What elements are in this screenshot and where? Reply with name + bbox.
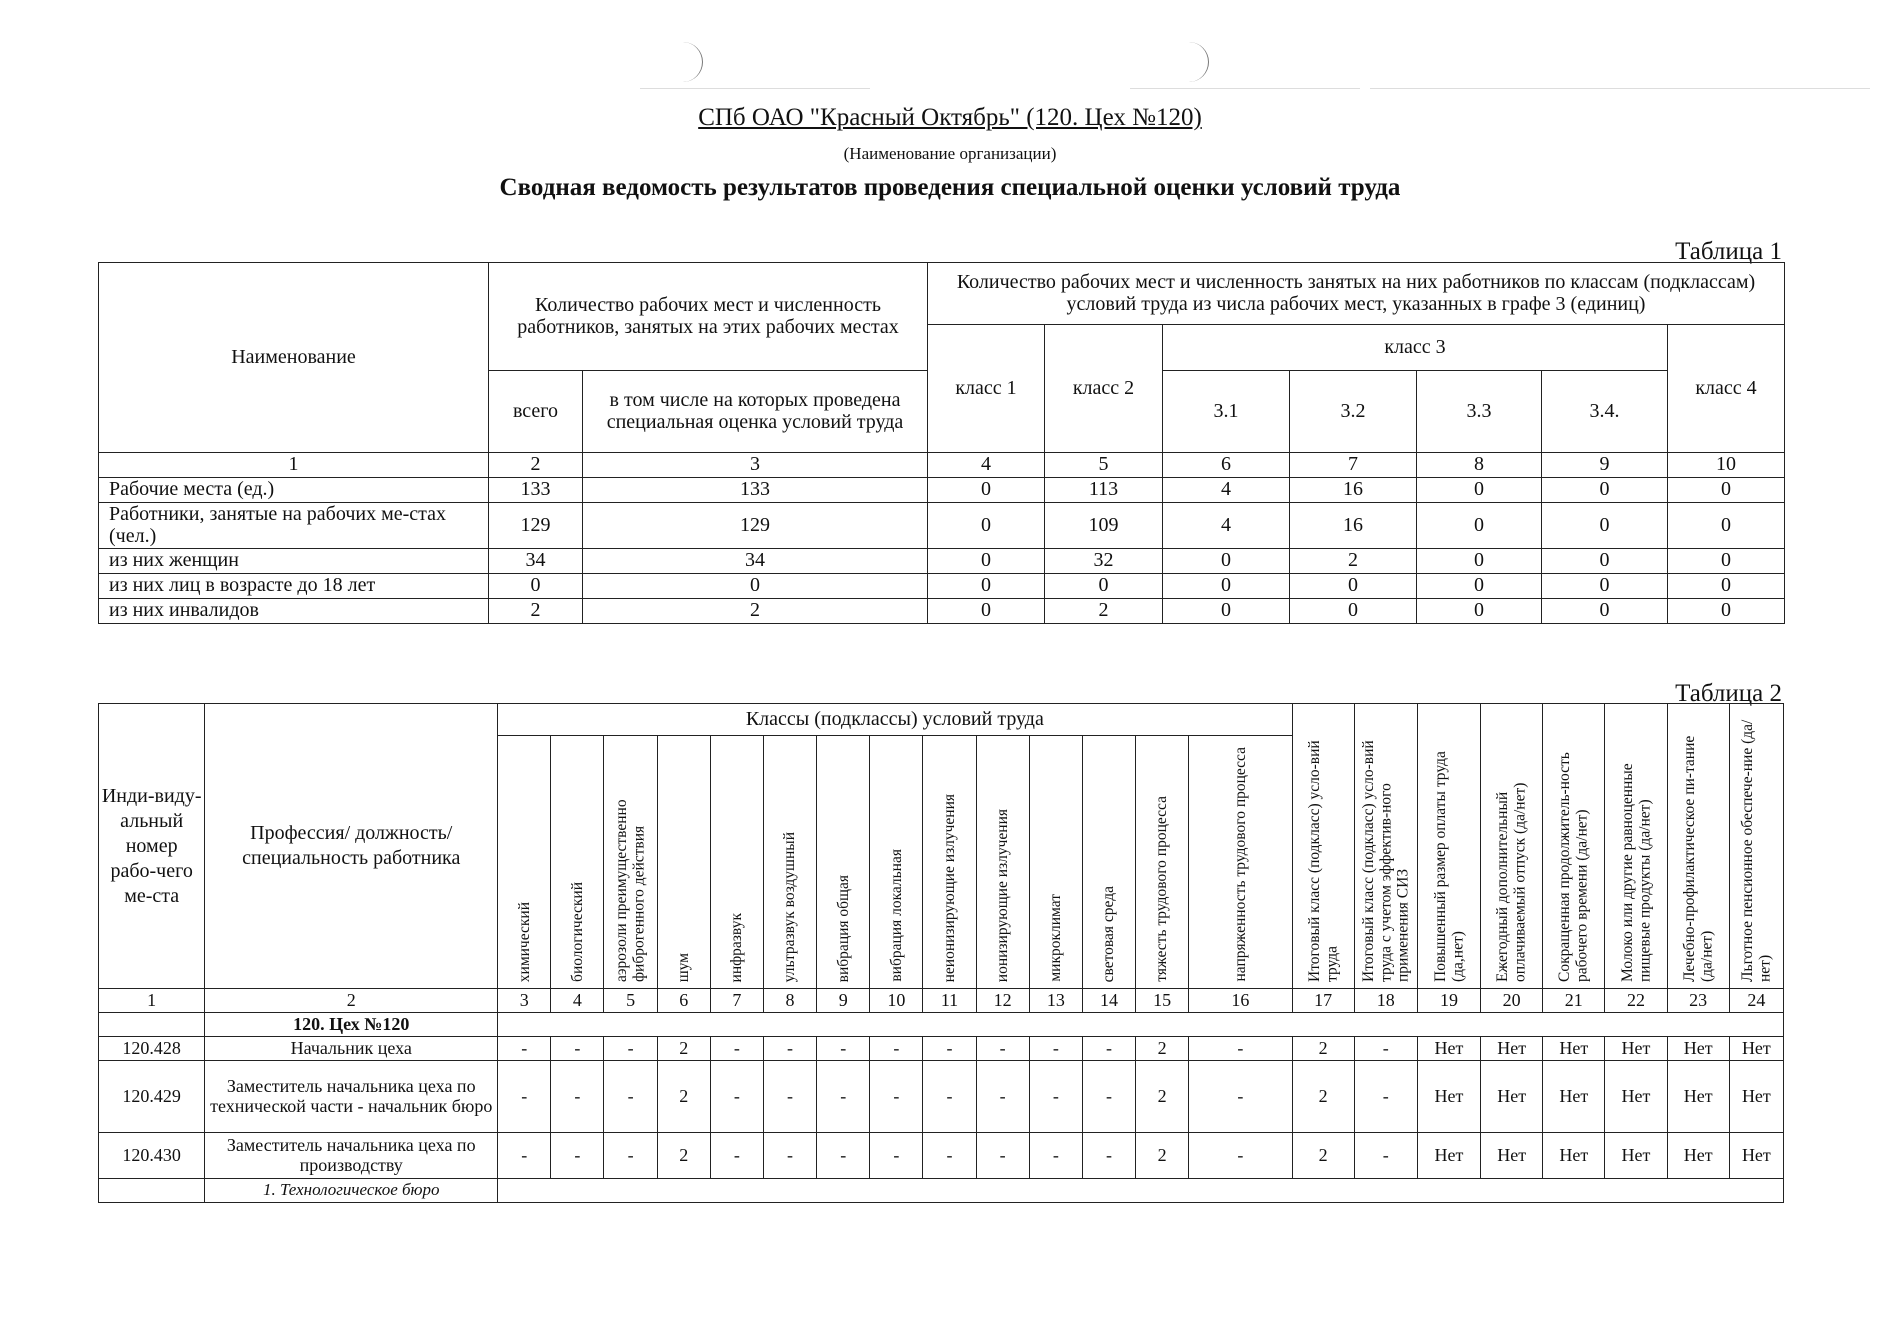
table-cell: 16 [1290, 503, 1417, 549]
column-number: 23 [1667, 989, 1729, 1013]
header-factor-14 [1082, 736, 1135, 989]
table-cell: 0 [489, 574, 583, 599]
header-factor-11 [923, 736, 976, 989]
table-cell: - [1189, 1037, 1292, 1061]
row-label: Рабочие места (ед.) [99, 478, 489, 503]
table-cell: Нет [1417, 1133, 1480, 1179]
table-cell: - [923, 1133, 976, 1179]
workplace-id: 120.428 [99, 1037, 205, 1061]
header-factor-text: вибрация локальная [887, 849, 905, 982]
column-number: 6 [657, 989, 710, 1013]
table-cell: - [1354, 1133, 1417, 1179]
scan-line [1130, 88, 1360, 89]
table-cell: 0 [1417, 503, 1542, 549]
table-cell: - [1029, 1037, 1082, 1061]
table-cell: 0 [1163, 574, 1290, 599]
table-cell: 2 [1136, 1061, 1189, 1133]
table-cell: Нет [1417, 1061, 1480, 1133]
table-cell: - [1354, 1061, 1417, 1133]
table-cell: - [976, 1061, 1029, 1133]
header-factor-15 [1136, 736, 1189, 989]
table-cell: 0 [1417, 599, 1542, 624]
column-number-row [99, 453, 1785, 478]
table-cell: - [1029, 1133, 1082, 1179]
table-cell: - [1082, 1037, 1135, 1061]
column-number: 8 [1417, 453, 1542, 478]
header-factor-7 [710, 736, 763, 989]
table-cell: 2 [583, 599, 928, 624]
header-sub32: 3.2 [1290, 371, 1417, 453]
table-cell: 0 [1163, 599, 1290, 624]
table-cell: - [604, 1037, 657, 1061]
table-cell: - [551, 1061, 604, 1133]
table-cell: - [1082, 1061, 1135, 1133]
table-cell: 0 [1417, 574, 1542, 599]
header-summary-text: Итоговый класс (подкласс) усло-вий труда [1305, 740, 1341, 982]
header-classes-group: Количество рабочих мест и численность занятых на них работников по классам (подклассам) условий труда из числа рабочих мест, указанных в графе 3 (единиц) [928, 263, 1785, 325]
table-cell: 2 [1045, 599, 1163, 624]
header-factor-6 [657, 736, 710, 989]
header-summary-text: Итоговый класс (подкласс) усло-вий труда с учетом эффектив-ного применения СИЗ [1359, 740, 1412, 982]
header-factor-4 [551, 736, 604, 989]
column-number: 10 [870, 989, 923, 1013]
header-summary-24 [1729, 704, 1783, 989]
column-number: 21 [1543, 989, 1605, 1013]
column-number: 2 [489, 453, 583, 478]
table-cell: - [710, 1133, 763, 1179]
table-cell: 0 [1417, 478, 1542, 503]
table-cell: 2 [657, 1037, 710, 1061]
table-row [99, 478, 1785, 503]
header-summary-21 [1543, 704, 1605, 989]
table-cell: - [870, 1037, 923, 1061]
table-cell: Нет [1605, 1061, 1667, 1133]
table-cell: - [498, 1037, 551, 1061]
table-cell: - [710, 1061, 763, 1133]
table-row [99, 1061, 1784, 1133]
table-row [99, 549, 1785, 574]
table-cell: Нет [1729, 1037, 1783, 1061]
table-cell: 2 [1136, 1133, 1189, 1179]
header-factor-3 [498, 736, 551, 989]
table-row [99, 574, 1785, 599]
column-number: 18 [1354, 989, 1417, 1013]
table-row [99, 503, 1785, 549]
table-cell: Нет [1667, 1061, 1729, 1133]
header-summary-text: Ежегодный дополнительный оплачиваемый отпуск (да/нет) [1494, 782, 1529, 982]
header-factor-text: биологический [568, 882, 586, 982]
column-number: 15 [1136, 989, 1189, 1013]
table-cell: Нет [1729, 1133, 1783, 1179]
table-cell: - [870, 1133, 923, 1179]
header-name: Наименование [99, 263, 489, 453]
header-factor-text: тяжесть трудового процесса [1153, 796, 1171, 982]
table-cell: 2 [1292, 1037, 1354, 1061]
table-row [99, 1133, 1784, 1179]
table-cell: 0 [1290, 599, 1417, 624]
table-cell: 2 [657, 1133, 710, 1179]
column-number: 9 [817, 989, 870, 1013]
table-cell: 0 [928, 478, 1045, 503]
table-cell: 0 [1542, 599, 1668, 624]
column-number: 3 [583, 453, 928, 478]
table-cell: - [1354, 1037, 1417, 1061]
header-assessed: в том числе на которых проведена специальная оценка условий труда [583, 371, 928, 453]
header-summary-23 [1667, 704, 1729, 989]
table-cell: - [604, 1061, 657, 1133]
header-profession: Профессия/ должность/ специальность работника [205, 704, 498, 989]
table-cell: 16 [1290, 478, 1417, 503]
column-number: 14 [1082, 989, 1135, 1013]
header-factor-13 [1029, 736, 1082, 989]
table-cell: - [976, 1133, 1029, 1179]
table-cell: - [498, 1061, 551, 1133]
table-cell: 0 [1542, 478, 1668, 503]
table-cell: - [1029, 1061, 1082, 1133]
header-factor-8 [763, 736, 816, 989]
table-cell: - [923, 1037, 976, 1061]
organization-name: СПб ОАО "Красный Октябрь" (120. Цех №120) [698, 104, 1202, 131]
table-cell: - [551, 1037, 604, 1061]
workplace-id: 120.429 [99, 1061, 205, 1133]
column-number: 22 [1605, 989, 1667, 1013]
header-workplaces-group: Количество рабочих мест и численность работников, занятых на этих рабочих местах [489, 263, 928, 371]
header-factor-16 [1189, 736, 1292, 989]
header-factor-text: напряженность трудового процесса [1231, 747, 1249, 982]
table-cell: 109 [1045, 503, 1163, 549]
table-cell: - [710, 1037, 763, 1061]
table-cell: - [604, 1133, 657, 1179]
table-cell: 113 [1045, 478, 1163, 503]
table1-caption: Таблица 1 [1675, 238, 1782, 265]
table-cell: 4 [1163, 478, 1290, 503]
table-cell: 2 [1292, 1133, 1354, 1179]
table-cell: Нет [1667, 1037, 1729, 1061]
header-factor-10 [870, 736, 923, 989]
header-classes-group: Классы (подклассы) условий труда [498, 704, 1292, 736]
header-summary-text: Сокращенная продолжитель-ность рабочего времени (да/нет) [1556, 752, 1591, 982]
binder-hole-mark [662, 42, 703, 82]
column-number: 10 [1668, 453, 1785, 478]
column-number: 17 [1292, 989, 1354, 1013]
table-cell: 0 [1045, 574, 1163, 599]
table-cell: Нет [1729, 1061, 1783, 1133]
table2-caption: Таблица 2 [1675, 680, 1782, 707]
header-factor-text: инфразвук [728, 912, 746, 982]
header-summary-text: Повышенный размер оплаты труда (да,нет) [1431, 751, 1466, 982]
header-factor-5 [604, 736, 657, 989]
table-cell: 0 [1290, 574, 1417, 599]
header-class1: класс 1 [928, 325, 1045, 453]
table-cell: - [1189, 1061, 1292, 1133]
header-summary-17 [1292, 704, 1354, 989]
header-summary-22 [1605, 704, 1667, 989]
table-cell: 0 [1668, 478, 1785, 503]
workplace-id: 120.430 [99, 1133, 205, 1179]
table-row [99, 1037, 1784, 1061]
header-summary-20 [1481, 704, 1543, 989]
header-class3: класс 3 [1163, 325, 1668, 371]
table-cell: - [976, 1037, 1029, 1061]
profession: Заместитель начальника цеха по технической части - начальник бюро [205, 1061, 498, 1133]
table-cell: 2 [489, 599, 583, 624]
column-number: 24 [1729, 989, 1783, 1013]
table-cell: - [763, 1037, 816, 1061]
header-factor-text: световая среда [1100, 885, 1118, 982]
table-cell: - [817, 1061, 870, 1133]
subsection-title: 1. Технологическое бюро [205, 1179, 498, 1203]
header-factor-text: микроклимат [1047, 894, 1065, 982]
table-cell: 0 [928, 574, 1045, 599]
header-summary-text: Молоко или другие равноценные пищевые продукты (да/нет) [1618, 763, 1653, 982]
header-class2: класс 2 [1045, 325, 1163, 453]
table-cell: Нет [1605, 1037, 1667, 1061]
column-number: 4 [551, 989, 604, 1013]
column-number: 6 [1163, 453, 1290, 478]
table-cell: - [1189, 1133, 1292, 1179]
table-cell: 0 [1163, 549, 1290, 574]
table-cell: 2 [657, 1061, 710, 1133]
header-factor-text: аэрозоли преимущественно фиброгенного действия [613, 799, 648, 982]
table-cell: - [817, 1133, 870, 1179]
column-number: 5 [604, 989, 657, 1013]
header-factor-12 [976, 736, 1029, 989]
column-number: 16 [1189, 989, 1292, 1013]
header-factor-text: вибрация общая [834, 874, 852, 982]
header-factor-text: ионизирующие излучения [993, 808, 1011, 982]
column-number: 20 [1481, 989, 1543, 1013]
table-cell: 0 [928, 503, 1045, 549]
table-cell: 32 [1045, 549, 1163, 574]
row-label: из них лиц в возрасте до 18 лет [99, 574, 489, 599]
table-cell: - [1082, 1133, 1135, 1179]
table-cell: 0 [1668, 574, 1785, 599]
header-factor-text: шум [675, 952, 693, 982]
table-cell: 2 [1290, 549, 1417, 574]
table-cell: 129 [583, 503, 928, 549]
table-cell: 0 [1417, 549, 1542, 574]
column-number: 3 [498, 989, 551, 1013]
header-sub33: 3.3 [1417, 371, 1542, 453]
scan-line [1370, 88, 1870, 89]
table-cell: 34 [489, 549, 583, 574]
header-factor-9 [817, 736, 870, 989]
table-cell: Нет [1417, 1037, 1480, 1061]
table-cell: Нет [1481, 1061, 1543, 1133]
organization-caption: (Наименование организации) [843, 144, 1057, 163]
header-summary-text: Лечебно-профилактическое пи-тание (да/нет) [1680, 735, 1716, 982]
table-cell: 0 [928, 549, 1045, 574]
header-workplace-id: Инди-виду-альный номер рабо-чего ме-ста [99, 704, 205, 989]
summary-table [98, 262, 1785, 624]
table-cell: 0 [1542, 574, 1668, 599]
section-row [99, 1013, 1784, 1037]
column-number-row [99, 989, 1784, 1013]
table-cell: 129 [489, 503, 583, 549]
subsection-row [99, 1179, 1784, 1203]
table-cell: Нет [1543, 1037, 1605, 1061]
column-number: 7 [710, 989, 763, 1013]
table-cell: 0 [1668, 503, 1785, 549]
column-number: 11 [923, 989, 976, 1013]
table-cell: - [551, 1133, 604, 1179]
column-number: 12 [976, 989, 1029, 1013]
header-factor-text: химический [515, 901, 533, 982]
table-cell: Нет [1481, 1133, 1543, 1179]
table-cell: Нет [1543, 1061, 1605, 1133]
header-sub34: 3.4. [1542, 371, 1668, 453]
table-cell: - [763, 1061, 816, 1133]
profession: Заместитель начальника цеха по производству [205, 1133, 498, 1179]
profession: Начальник цеха [205, 1037, 498, 1061]
column-number: 4 [928, 453, 1045, 478]
table-cell: Нет [1543, 1133, 1605, 1179]
column-number: 5 [1045, 453, 1163, 478]
header-summary-19 [1417, 704, 1480, 989]
table-cell: 133 [583, 478, 928, 503]
column-number: 1 [99, 989, 205, 1013]
header-class4: класс 4 [1668, 325, 1785, 453]
table-cell: Нет [1667, 1133, 1729, 1179]
column-number: 13 [1029, 989, 1082, 1013]
table-cell: Нет [1481, 1037, 1543, 1061]
table-cell: 133 [489, 478, 583, 503]
table-cell: - [498, 1133, 551, 1179]
binder-hole-mark [1168, 42, 1209, 82]
table-cell: 4 [1163, 503, 1290, 549]
column-number: 8 [763, 989, 816, 1013]
table-cell: - [870, 1061, 923, 1133]
table-cell: 2 [1136, 1037, 1189, 1061]
row-label: из них женщин [99, 549, 489, 574]
table-cell: 0 [583, 574, 928, 599]
header-total: всего [489, 371, 583, 453]
header-summary-text: Льготное пенсионное обеспече-ние (да/нет) [1739, 719, 1774, 982]
column-number: 2 [205, 989, 498, 1013]
column-number: 1 [99, 453, 489, 478]
workplaces-table [98, 703, 1784, 1203]
table-cell: 0 [1668, 599, 1785, 624]
row-label: из них инвалидов [99, 599, 489, 624]
header-summary-18 [1354, 704, 1417, 989]
section-title: 120. Цех №120 [205, 1013, 498, 1037]
header-factor-text: ультразвук воздушный [781, 831, 799, 982]
column-number: 7 [1290, 453, 1417, 478]
column-number: 19 [1417, 989, 1480, 1013]
row-label: Работники, занятые на рабочих ме-стах (чел.) [99, 503, 489, 549]
column-number: 9 [1542, 453, 1668, 478]
table-cell: - [923, 1061, 976, 1133]
table-cell: 34 [583, 549, 928, 574]
table-cell: 0 [1668, 549, 1785, 574]
document-title: Сводная ведомость результатов проведения специальной оценки условий труда [499, 174, 1401, 201]
header-factor-text: неионизирующие излучения [940, 793, 958, 982]
header-sub31: 3.1 [1163, 371, 1290, 453]
table-cell: 0 [928, 599, 1045, 624]
table-cell: - [817, 1037, 870, 1061]
table-row [99, 599, 1785, 624]
table-cell: 0 [1542, 503, 1668, 549]
table-cell: 2 [1292, 1061, 1354, 1133]
table-cell: 0 [1542, 549, 1668, 574]
table-cell: Нет [1605, 1133, 1667, 1179]
scan-line [640, 88, 870, 89]
table-cell: - [763, 1133, 816, 1179]
